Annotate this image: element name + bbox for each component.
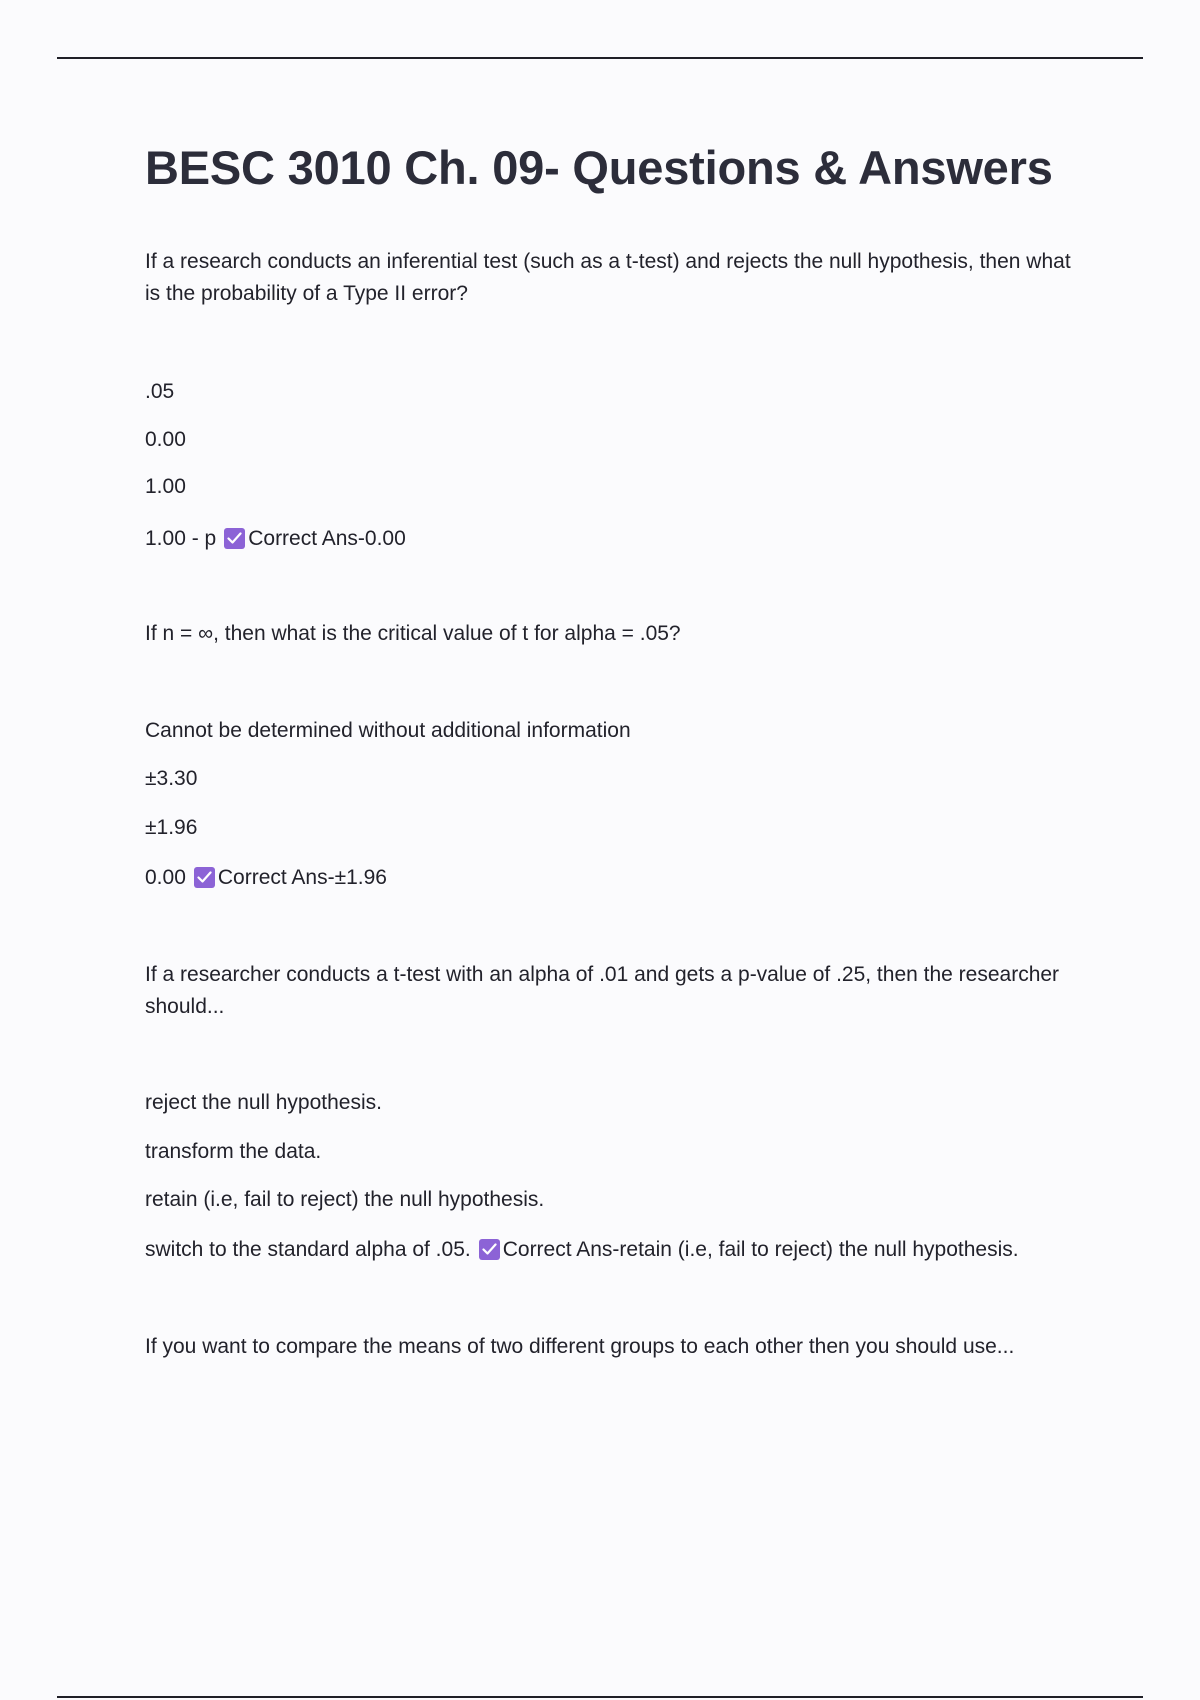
bottom-divider <box>57 1696 1143 1698</box>
question-3-correct-answer: Correct Ans-retain (i.e, fail to reject) the null hypothesis. <box>502 1238 1019 1261</box>
question-3-option-4: switch to the standard alpha of .05. <box>145 1238 471 1261</box>
question-4-text: If you want to compare the means of two different groups to each other then you should use... <box>145 1335 1015 1358</box>
question-3-option-2: transform the data. <box>145 1140 322 1163</box>
page-title: BESC 3010 Ch. 09- Questions & Answers <box>145 141 1053 194</box>
question-2-option-1: Cannot be determined without additional information <box>145 719 631 742</box>
question-2-option-4: 0.00 <box>145 866 186 889</box>
question-1-option-4: 1.00 - p <box>145 527 217 550</box>
check-icon <box>479 1239 500 1260</box>
top-divider <box>57 57 1143 59</box>
question-1-text: If a research conducts an inferential test (such as a t-test) and rejects the null hypothesis, then what is the probability of a Type II error? <box>145 250 1071 305</box>
question-2-text: If n = ∞, then what is the critical value of t for alpha = .05? <box>145 622 681 645</box>
question-1-option-2: 0.00 <box>145 428 186 451</box>
question-1-option-3: 1.00 <box>145 475 186 498</box>
question-3-option-1: reject the null hypothesis. <box>145 1091 382 1114</box>
question-1-correct-answer: Correct Ans-0.00 <box>248 527 406 550</box>
question-2-option-3: ±1.96 <box>145 816 198 839</box>
question-2-option-2: ±3.30 <box>145 767 198 790</box>
question-3-text: If a researcher conducts a t-test with an alpha of .01 and gets a p-value of .25, then the researcher should... <box>145 963 1060 1018</box>
question-1-answer-line <box>145 523 406 555</box>
check-icon <box>194 867 215 888</box>
question-3-answer-line <box>145 1234 1019 1266</box>
question-3-option-3: retain (i.e, fail to reject) the null hypothesis. <box>145 1188 545 1211</box>
question-2-answer-line <box>145 862 387 894</box>
question-1-option-1: .05 <box>145 380 175 403</box>
check-icon <box>224 528 245 549</box>
question-2-correct-answer: Correct Ans-±1.96 <box>217 866 387 889</box>
